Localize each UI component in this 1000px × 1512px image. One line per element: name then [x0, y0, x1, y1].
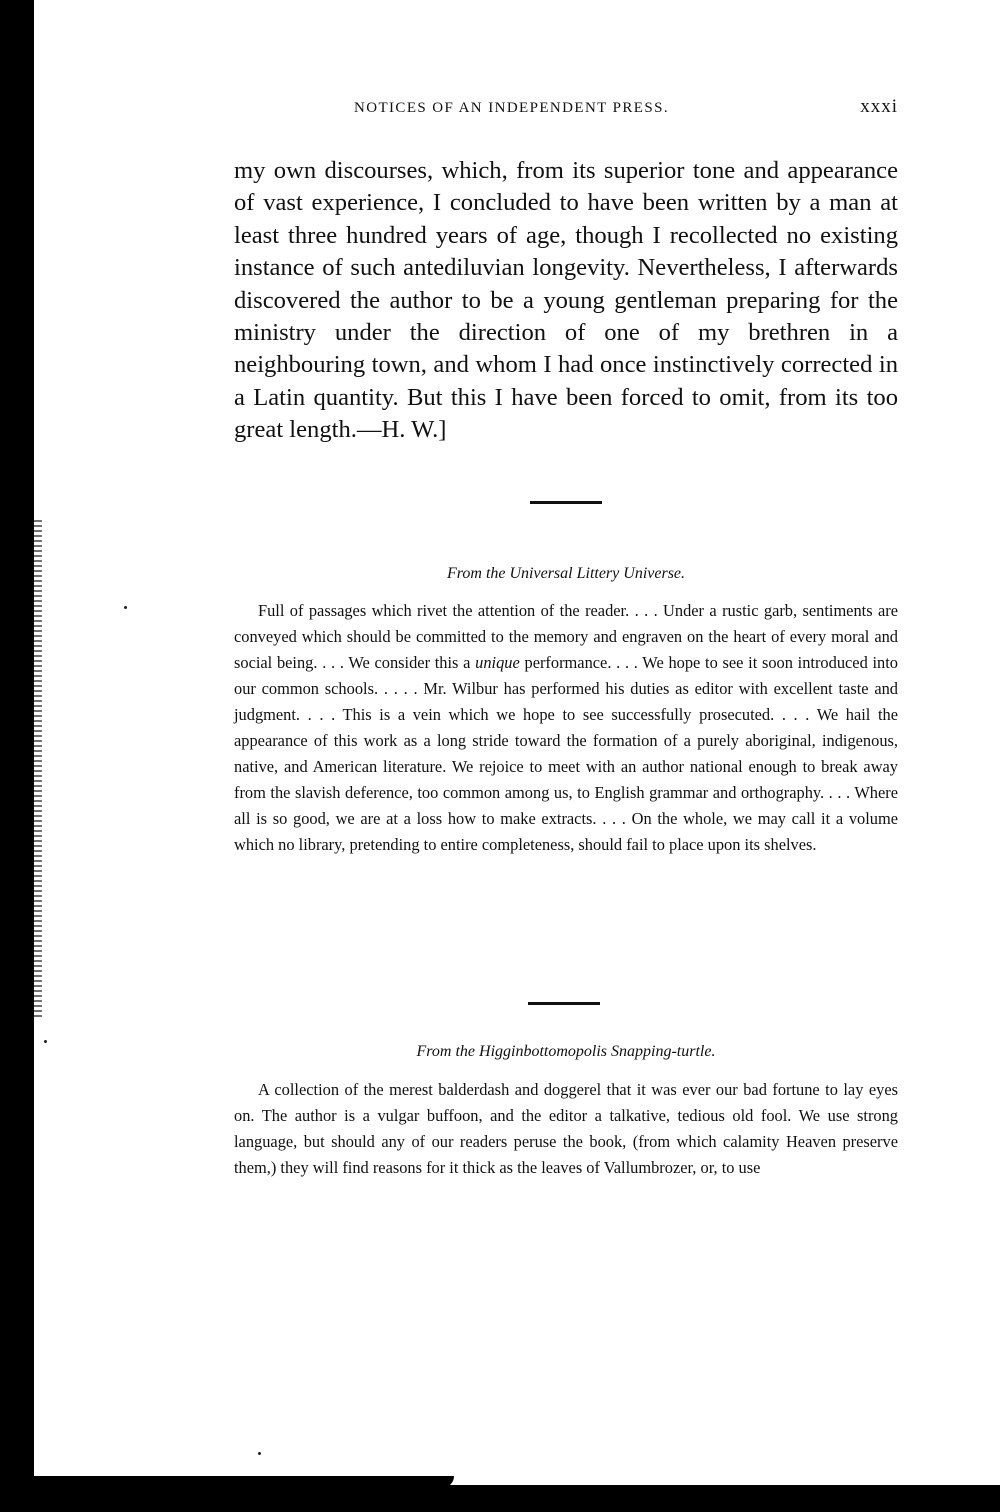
notice-text-before: Full of passages which rivet the attention of the reader. . . . Under a rustic garb, sentiments are conveyed which should be committed to the memory and engraven on the heart of every moral and social being. . . . We consider this a: [234, 601, 898, 672]
running-head: [234, 96, 898, 126]
page-number: xxxi: [860, 96, 898, 117]
scan-binding-shadow: [0, 0, 34, 1512]
notice-body: [234, 598, 898, 858]
notice-emphasis: unique: [475, 653, 520, 672]
notice-body: A collection of the merest balderdash and doggerel that it was ever our bad fortune to lay eyes on. The author is a vulgar buffoon, and the editor a talkative, tedious old fool. We use strong language, but should any of our readers peruse the book, (from which calamity Heaven preserve them,) they will find reasons for it thick as the leaves of Vallumbrozer, or, to use: [234, 1080, 898, 1177]
notice-source-heading: From the Universal Littery Universe.: [446, 565, 686, 582]
running-head-title: NOTICES OF AN INDEPENDENT PRESS.: [354, 100, 669, 116]
continuation-paragraph: my own discourses, which, from its superior tone and appearance of vast experience, I concluded to have been written by a man at least three hundred years of age, though I recollected no existing instance of such antediluvian longevity. Nevertheless, I afterwards discovered the author to be a young gentleman preparing for the ministry under the direction of one of my brethren in a neighbouring town, and whom I had once instinctively corrected in a Latin quantity. But this I have been forced to omit, from its too great length.—H. W.]: [234, 157, 898, 444]
section-rule: [528, 1002, 600, 1005]
notice-text-after: performance. . . . We hope to see it soon introduced into our common schools. . . . . Mr. Wilbur has performed his duties as editor with excellent taste and judgment. . . . This is a vein which we hope to see successfully prosecuted. . . . We hail the appearance of this work as a long stride toward the formation of a purely aboriginal, indigenous, native, and American literature. We rejoice to meet with an author national enough to break away from the slavish deference, too common among us, to English grammar and orthography. . . . Where all is so good, we are at a loss how to make extracts. . . . On the whole, we may call it a volume which no library, pretending to entire completeness, should fail to place upon its shelves.: [234, 653, 898, 854]
scan-speck: [44, 1040, 47, 1043]
notice-source-heading: From the Higginbottomopolis Snapping-turtle.: [416, 1043, 716, 1060]
scan-speck: [258, 1452, 261, 1455]
scan-binding-fray: [34, 520, 42, 1020]
section-rule: [530, 501, 602, 504]
scan-bottom-shadow: [0, 1485, 1000, 1512]
scan-speck: [124, 606, 127, 609]
